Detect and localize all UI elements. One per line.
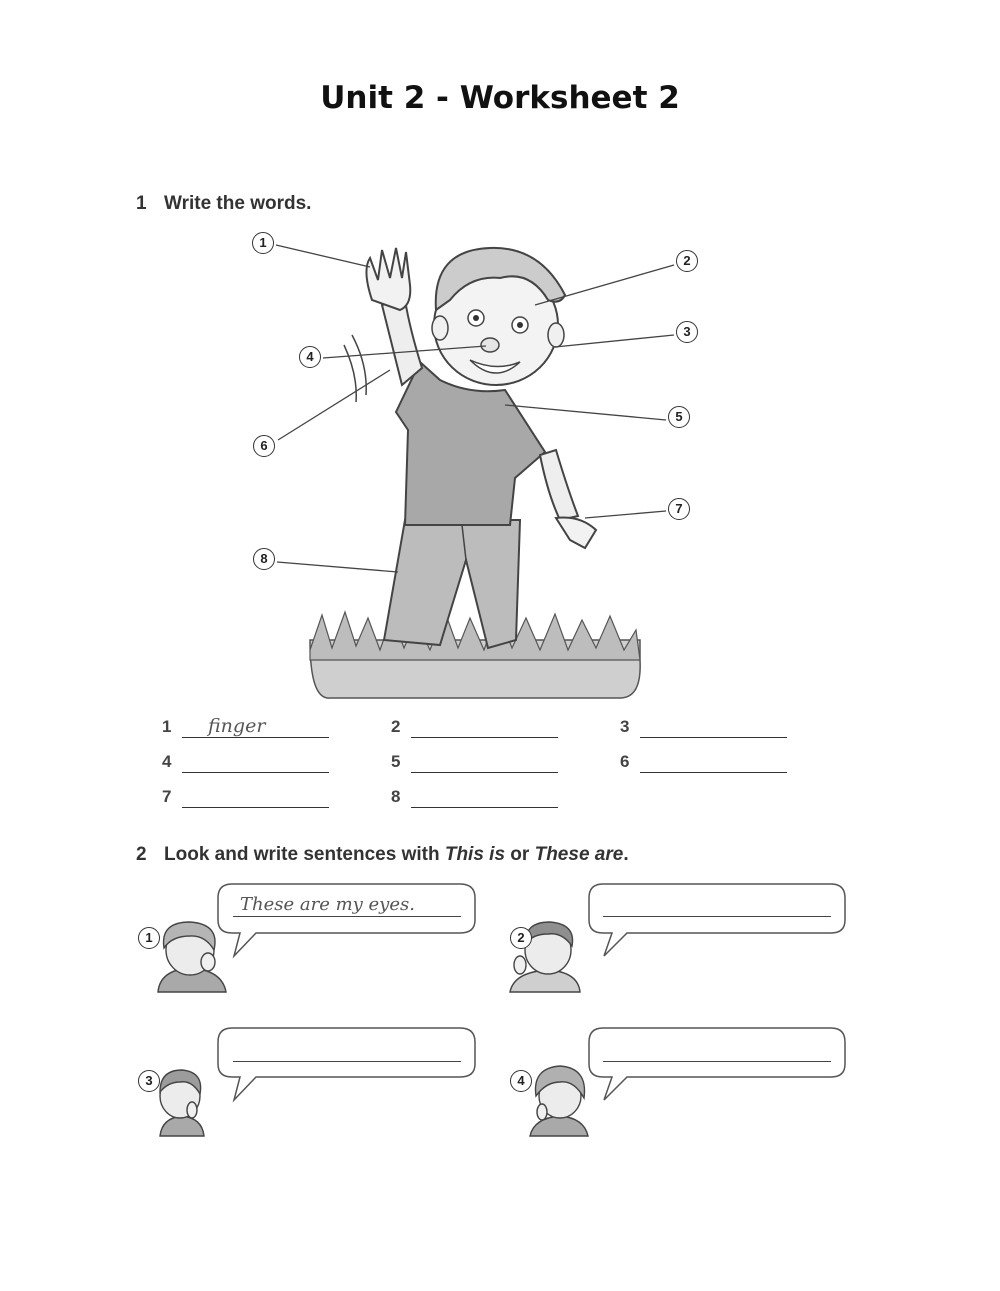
answer-number: 7 bbox=[162, 787, 172, 806]
bubble-3-line[interactable] bbox=[233, 1061, 461, 1062]
answer-number: 5 bbox=[391, 752, 401, 771]
answer-number: 6 bbox=[620, 752, 630, 771]
bubble-1-line[interactable] bbox=[233, 916, 461, 917]
callout-6: 6 bbox=[253, 435, 275, 457]
exercise-1-number: 1 bbox=[136, 193, 147, 214]
instruction-emphasis: These are bbox=[534, 844, 624, 865]
exercise-1-instruction: Write the words. bbox=[164, 193, 312, 214]
item-4-badge: 4 bbox=[510, 1070, 532, 1092]
item-2-badge: 2 bbox=[510, 927, 532, 949]
callout-4: 4 bbox=[299, 346, 321, 368]
instruction-part: Look and write sentences with bbox=[164, 844, 445, 865]
answer-number: 2 bbox=[391, 717, 401, 736]
answer-number: 1 bbox=[162, 717, 172, 736]
callout-3: 3 bbox=[676, 321, 698, 343]
instruction-emphasis: This is bbox=[444, 844, 506, 865]
callout-1: 1 bbox=[252, 232, 274, 254]
page-title: Unit 2 - Worksheet 2 bbox=[320, 80, 680, 116]
callout-5: 5 bbox=[668, 406, 690, 428]
callout-2: 2 bbox=[676, 250, 698, 272]
item-1-badge: 1 bbox=[138, 927, 160, 949]
bubble-1-sentence: These are my eyes. bbox=[240, 894, 415, 915]
callout-7: 7 bbox=[668, 498, 690, 520]
exercise-2-number: 2 bbox=[136, 844, 147, 865]
item-3-badge: 3 bbox=[138, 1070, 160, 1092]
instruction-part: or bbox=[505, 844, 535, 865]
answer-number: 8 bbox=[391, 787, 401, 806]
answer-value: finger bbox=[208, 715, 266, 737]
answer-number: 4 bbox=[162, 752, 172, 771]
callout-8: 8 bbox=[253, 548, 275, 570]
instruction-part: . bbox=[623, 844, 629, 865]
bubble-4-line[interactable] bbox=[603, 1061, 831, 1062]
bubble-2-line[interactable] bbox=[603, 916, 831, 917]
answer-number: 3 bbox=[620, 717, 630, 736]
